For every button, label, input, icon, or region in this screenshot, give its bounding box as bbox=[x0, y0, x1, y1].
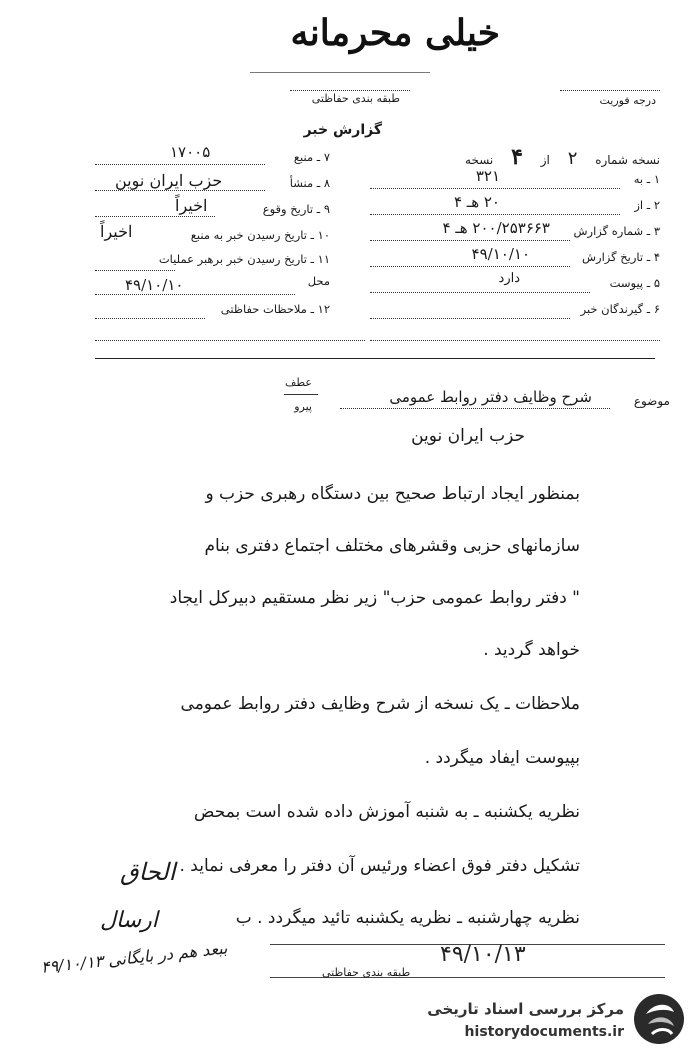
field-to-line bbox=[370, 188, 620, 189]
body-line: ملاحظات ـ یک نسخه از شرح وظایف دفتر روابط عمومی bbox=[180, 694, 580, 714]
copy-from-label: از bbox=[540, 153, 550, 167]
field-attachment-line bbox=[370, 292, 590, 293]
field-attachment-label: ۵ ـ پیوست bbox=[609, 276, 660, 290]
subject-peyro-label: پیرو bbox=[294, 400, 312, 413]
field-occurrence-date-line bbox=[95, 216, 215, 217]
copies-label: نسخه bbox=[465, 153, 494, 167]
copy-count-value: ۴ bbox=[511, 144, 523, 170]
field-received-by-leader-label: ۱۱ ـ تاریخ رسیدن خبر برهبر عملیات bbox=[158, 252, 330, 266]
field-report-number-value: ۲۰۰/۲۵۳۶۶۳ هـ ۴ bbox=[442, 219, 550, 237]
body-line: خواهد گردید . bbox=[483, 640, 580, 660]
body-heading: حزب ایران نوین bbox=[411, 426, 525, 446]
field-to-label: ۱ ـ به bbox=[633, 172, 660, 186]
field-report-date-label: ۴ ـ تاریخ گزارش bbox=[581, 250, 660, 264]
field-attachment-value: دارد bbox=[498, 271, 520, 286]
watermark-logo-icon bbox=[632, 992, 686, 1046]
field-received-by-leader-line bbox=[95, 270, 175, 271]
watermark-url: historydocuments.ir bbox=[464, 1024, 624, 1040]
field-source-line bbox=[95, 164, 265, 165]
copy-number-value: ۲ bbox=[567, 148, 578, 169]
stamp-underline bbox=[250, 72, 430, 73]
field-report-number-line bbox=[370, 240, 570, 241]
body-line: سازمانهای حزبی وقشرهای مختلف اجتماع دفتری بنام bbox=[204, 536, 580, 556]
bottom-handwritten-note: ببعد هم در بایگانی ۴۹/۱۰/۱۳ bbox=[40, 938, 229, 977]
field-recipients-line bbox=[370, 318, 570, 319]
field-from-label: ۲ ـ از bbox=[634, 198, 660, 212]
field-location-line bbox=[95, 294, 295, 295]
urgency-label: درجه فوریت bbox=[599, 94, 656, 107]
field-origin-line bbox=[95, 190, 265, 191]
field-source-value: ۱۷۰۰۵ bbox=[170, 143, 211, 161]
watermark-org-name: مرکز بررسی اسناد تاریخی bbox=[427, 1000, 624, 1018]
field-recipients-label: ۶ ـ گیرندگان خبر bbox=[580, 302, 660, 316]
field-occurrence-date-label: ۹ ـ تاریخ وقوع bbox=[262, 202, 330, 216]
field-security-notes-label: ۱۲ ـ ملاحظات حفاظتی bbox=[220, 302, 330, 316]
body-line: نظریه یکشنبه ـ به شنبه آموزش داده شده است بمحض bbox=[193, 802, 580, 822]
subject-text: شرح وظایف دفتر روابط عمومی bbox=[389, 388, 592, 406]
body-line: " دفتر روابط عمومی حزب" زیر نظر مستقیم دبیرکل ایجاد bbox=[169, 588, 580, 608]
body-line: بمنظور ایجاد ارتباط صحیح بین دستگاه رهبری حزب و bbox=[205, 484, 580, 504]
bottom-stamp-date: ۴۹/۱۰/۱۳ bbox=[440, 942, 526, 967]
field-received-by-source-value: اخیراً bbox=[100, 222, 133, 241]
subject-divider bbox=[284, 394, 318, 395]
field-origin-label: ۸ ـ منشأ bbox=[289, 176, 330, 190]
margin-note-attach: الحاق bbox=[120, 858, 176, 886]
field-report-date-value: ۴۹/۱۰/۱۰ bbox=[471, 245, 530, 263]
field-report-date-line bbox=[370, 266, 570, 267]
field-location-value: ۴۹/۱۰/۱۰ bbox=[125, 276, 184, 294]
field-from-value: ۲۰ هـ ۴ bbox=[453, 193, 500, 211]
field-report-number-label: ۳ ـ شماره گزارش bbox=[573, 224, 660, 238]
margin-note-send: ارسال bbox=[100, 908, 158, 933]
field-recipients-line-2 bbox=[370, 340, 660, 341]
subject-label: موضوع bbox=[633, 394, 670, 408]
classification-line bbox=[290, 90, 410, 91]
header-separator bbox=[95, 358, 655, 359]
field-received-by-source-label: ۱۰ ـ تاریخ رسیدن خبر به منبع bbox=[190, 228, 330, 242]
body-line: نظریه چهارشنبه ـ نظریه یکشنبه تائید میگردد . ب bbox=[235, 908, 580, 928]
field-security-notes-line bbox=[95, 318, 205, 319]
classification-label: طبقه بندی حفاظتی bbox=[311, 92, 400, 105]
field-to-value: ۳۲۱ bbox=[475, 167, 500, 185]
body-line: بپیوست ایفاد میگردد . bbox=[424, 748, 580, 768]
field-source-label: ۷ ـ منبع bbox=[293, 150, 330, 164]
report-title: گزارش خبر bbox=[303, 122, 382, 138]
copy-number-label: نسخه شماره bbox=[595, 153, 660, 167]
bottom-classification-label: طبقه بندی حفاظتی bbox=[322, 966, 411, 979]
field-occurrence-date-value: اخیراً bbox=[175, 196, 208, 215]
subject-line bbox=[340, 408, 610, 409]
field-from-line bbox=[370, 214, 620, 215]
field-security-notes-line-2 bbox=[95, 340, 365, 341]
classification-stamp: خیلی محرمانه bbox=[290, 12, 500, 54]
body-line: تشکیل دفتر فوق اعضاء ورئیس آن دفتر را معرفی نماید . bbox=[179, 856, 580, 876]
urgency-line bbox=[560, 90, 660, 91]
field-location-label: محل bbox=[307, 274, 330, 288]
subject-atf-label: عطف bbox=[285, 376, 312, 389]
field-origin-value: حزب ایران نوین bbox=[115, 171, 223, 190]
